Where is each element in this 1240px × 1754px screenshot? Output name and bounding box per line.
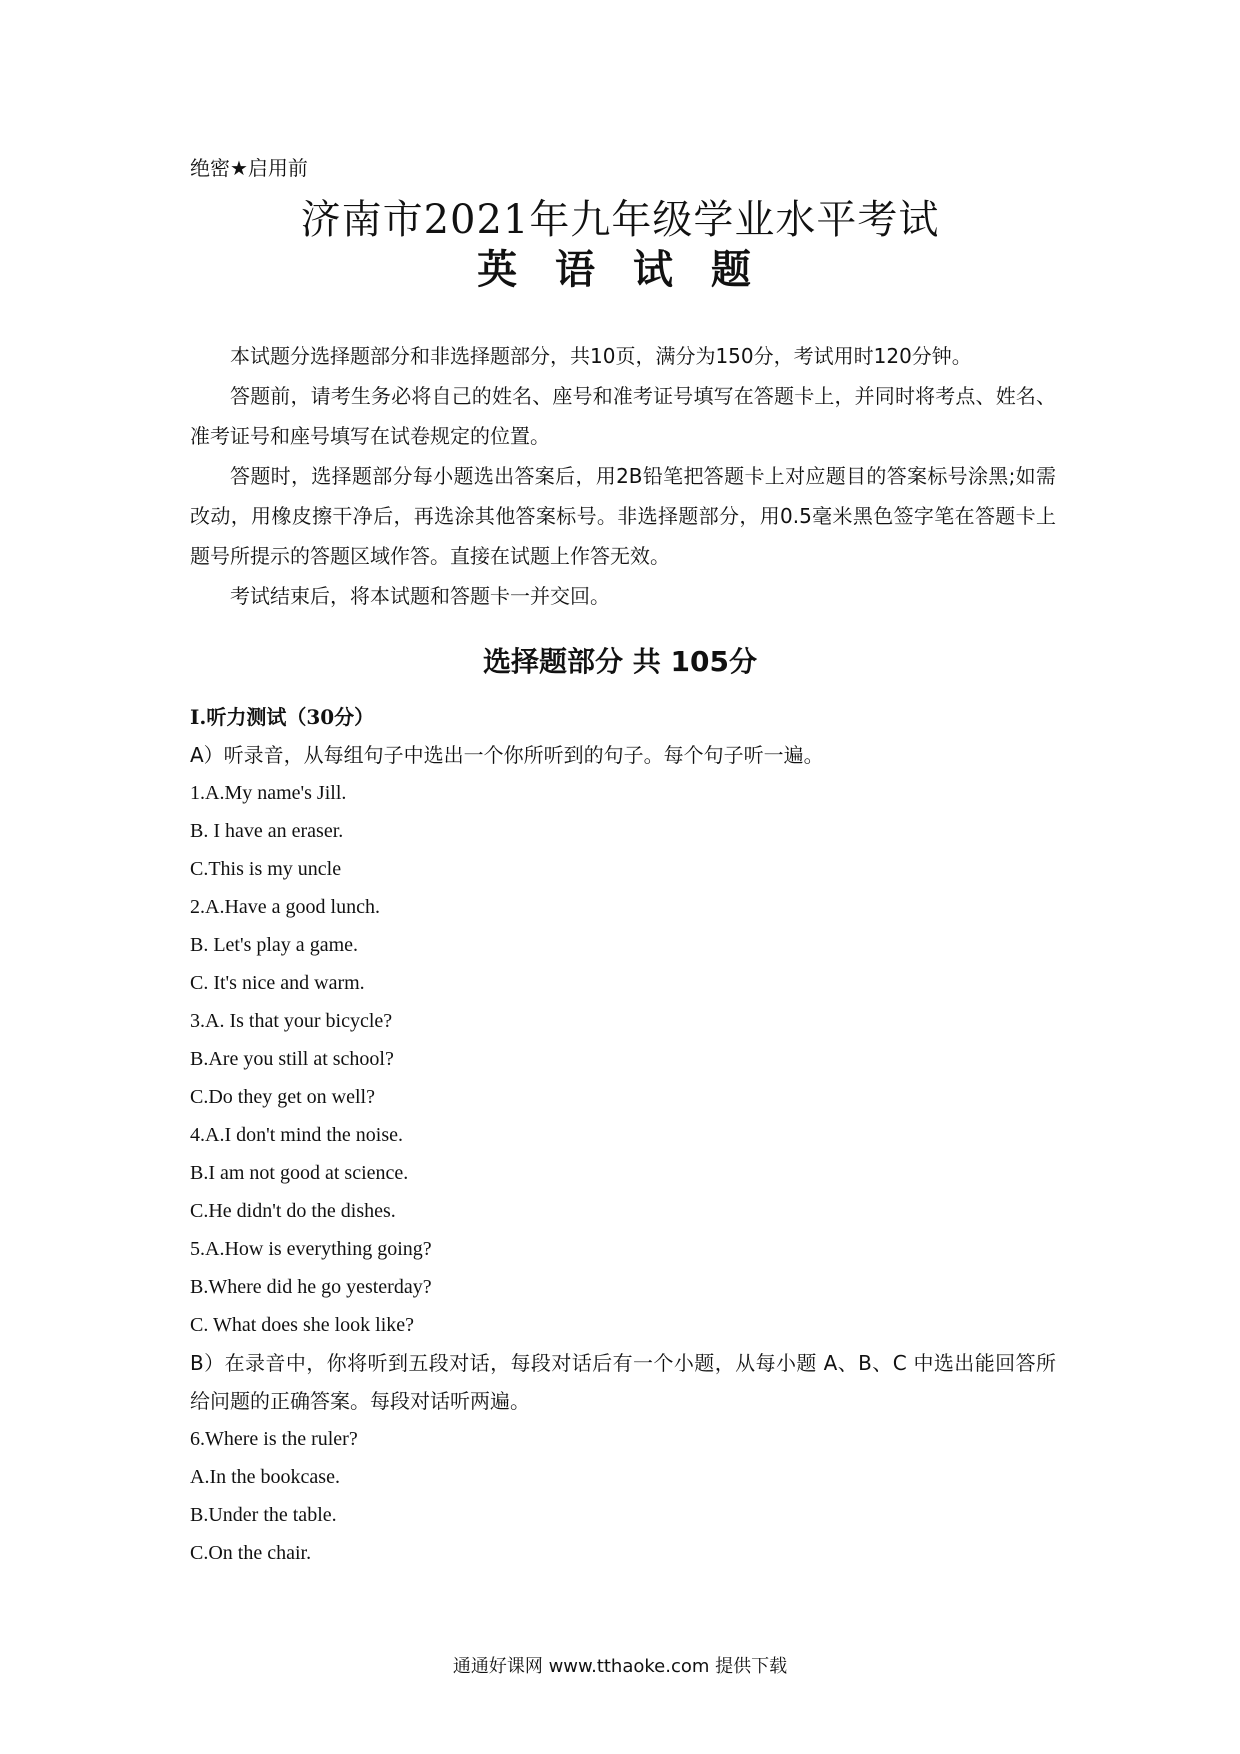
- confidential-label: 绝密★启用前: [190, 156, 308, 180]
- part-a-directions: A）听录音，从每组句子中选出一个你所听到的句子。每个句子听一遍。: [190, 743, 824, 767]
- question-line: 3.A. Is that your bicycle?: [190, 1010, 393, 1032]
- option-line: C. It's nice and warm.: [190, 972, 365, 994]
- option-line: C.Do they get on well?: [190, 1086, 375, 1108]
- exam-subtitle: 英 语 试 题: [477, 247, 763, 293]
- option-line: A.In the bookcase.: [190, 1466, 340, 1488]
- option-line: B.Under the table.: [190, 1504, 337, 1526]
- part-b-directions: B）在录音中，你将听到五段对话，每段对话后有一个小题，从每小题 A、B、C 中选出能回答所给问题的正确答案。每段对话听两遍。: [190, 1351, 1056, 1413]
- option-line: C. What does she look like?: [190, 1314, 415, 1336]
- option-line: B. I have an eraser.: [190, 820, 344, 842]
- instruction-paragraph: 考试结束后，将本试题和答题卡一并交回。: [230, 584, 610, 608]
- option-line: B. Let's play a game.: [190, 934, 358, 956]
- exam-title: 济南市2021年九年级学业水平考试: [300, 197, 940, 243]
- instruction-paragraph: 答题时，选择题部分每小题选出答案后，用2B铅笔把答题卡上对应题目的答案标号涂黑;如需改动，用橡皮擦干净后，再选涂其他答案标号。非选择题部分，用0.5毫米黑色签字笔在答题卡上题号所提示的答题区域作答。直接在试题上作答无效。: [190, 464, 1056, 568]
- footer-download-note: 通通好课网 www.tthaoke.com 提供下载: [452, 1656, 788, 1677]
- question-line: 1.A.My name's Jill.: [190, 782, 347, 804]
- question-line: 2.A.Have a good lunch.: [190, 896, 380, 918]
- option-line: B.Where did he go yesterday?: [190, 1276, 432, 1298]
- instruction-paragraph: 本试题分选择题部分和非选择题部分，共10页，满分为150分，考试用时120分钟。: [230, 344, 972, 368]
- option-line: B.Are you still at school?: [190, 1048, 394, 1070]
- option-line: C.He didn't do the dishes.: [190, 1200, 396, 1222]
- part-heading: I.听力测试（30分）: [190, 705, 375, 729]
- question-line: 5.A.How is everything going?: [190, 1238, 432, 1260]
- option-line: C.On the chair.: [190, 1542, 312, 1564]
- question-line: 4.A.I don't mind the noise.: [190, 1124, 404, 1146]
- option-line: B.I am not good at science.: [190, 1162, 409, 1184]
- option-line: C.This is my uncle: [190, 858, 342, 880]
- question-line: 6.Where is the ruler?: [190, 1428, 358, 1450]
- exam-instructions: [190, 336, 1056, 616]
- section-title: 选择题部分 共 105分: [483, 645, 757, 678]
- instruction-paragraph: 答题前，请考生务必将自己的姓名、座号和准考证号填写在答题卡上，并同时将考点、姓名、准考证号和座号填写在试卷规定的位置。: [190, 384, 1056, 448]
- listening-section: [190, 698, 1056, 1572]
